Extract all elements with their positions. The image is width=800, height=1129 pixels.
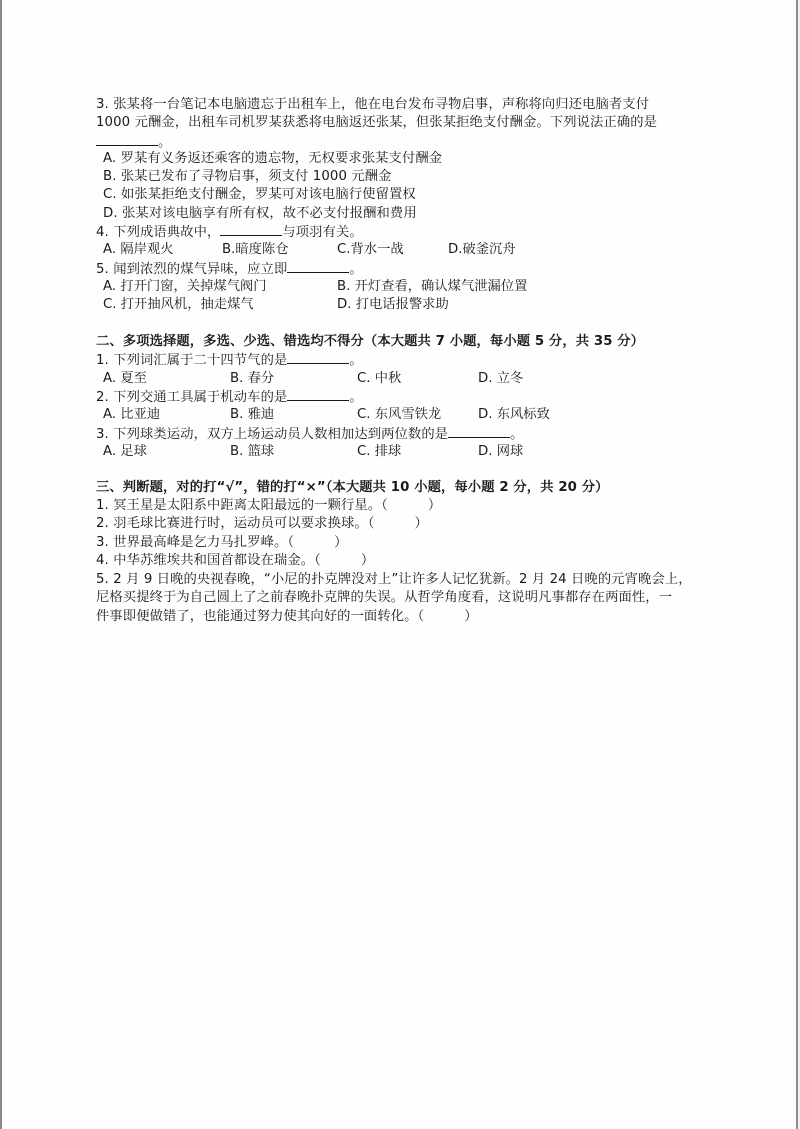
section-2-heading: 二、多项选择题，多选、少选、错选均不得分（本大题共 7 小题，每小题 5 分，共 35 分） — [96, 334, 645, 349]
s2-question-2-option-a: A. 比亚迪 — [103, 407, 161, 422]
question-4-prefix: 4. 下列成语典故中， — [96, 225, 221, 240]
s2-question-2-prefix: 2. 下列交通工具属于机动车的是 — [96, 390, 288, 405]
question-3-line-3 — [96, 133, 171, 151]
s2-question-3-option-c: C. 排球 — [357, 444, 402, 459]
s2-question-1-option-b: B. 春分 — [230, 371, 275, 386]
question-3-line-2: 1000 元酬金，出租车司机罗某获悉将电脑返还张某，但张某拒绝支付酬金。下列说法正确的是 — [96, 115, 658, 130]
s3-question-5-line-1: 5. 2 月 9 日晚的央视春晚，“小尼的扑克牌没对上”让许多人记忆犹新。2 月 24 日晚的元宵晚会上， — [96, 572, 692, 587]
s2-question-2-options — [0, 406, 800, 424]
s2-question-1-option-a: A. 夏至 — [103, 371, 147, 386]
s3-question-1 — [96, 497, 441, 515]
s2-question-2-stem — [96, 388, 363, 406]
question-5-option-a: A. 打开门窗，关掉煤气阀门 — [103, 279, 267, 294]
question-5-option-c: C. 打开抽风机，抽走煤气 — [103, 297, 254, 312]
question-3-option-d: D. 张某对该电脑享有所有权，故不必支付报酬和费用 — [103, 206, 417, 221]
answer-blank[interactable] — [287, 260, 349, 273]
question-3-option-b: B. 张某已发布了寻物启事，须支付 1000 元酬金 — [103, 169, 392, 184]
s3-question-2 — [96, 515, 428, 533]
s3-question-5-line-3 — [96, 608, 478, 626]
s3-question-1-text: 1. 冥王星是太阳系中距离太阳最远的一颗行星。（ — [96, 498, 388, 513]
s2-question-2-option-d: D. 东风标致 — [478, 407, 550, 422]
s2-question-3-option-b: B. 篮球 — [230, 444, 275, 459]
close-paren: ） — [464, 609, 478, 624]
s3-question-4 — [96, 552, 374, 570]
question-4-option-d: D.破釜沉舟 — [448, 242, 516, 257]
question-3-option-a: A. 罗某有义务返还乘客的遗忘物，无权要求张某支付酬金 — [103, 151, 443, 166]
s2-question-2-option-b: B. 雅迪 — [230, 407, 275, 422]
s2-question-1-option-d: D. 立冬 — [478, 371, 524, 386]
s2-question-2-option-c: C. 东风雪铁龙 — [357, 407, 442, 422]
close-paren: ） — [334, 535, 348, 550]
answer-blank[interactable] — [448, 425, 510, 438]
answer-blank[interactable] — [287, 388, 349, 401]
s2-question-3-options — [0, 443, 800, 461]
question-5-stem — [96, 260, 363, 278]
question-5-option-b: B. 开灯查看，确认煤气泄漏位置 — [337, 279, 528, 294]
s2-question-1-option-c: C. 中秋 — [357, 371, 402, 386]
s2-question-3-stem — [96, 425, 524, 443]
s3-question-3 — [96, 534, 348, 552]
question-3-option-c: C. 如张某拒绝支付酬金，罗某可对该电脑行使留置权 — [103, 187, 416, 202]
question-4-options — [0, 241, 800, 259]
question-4-option-a: A. 隔岸观火 — [103, 242, 174, 257]
s3-question-4-text: 4. 中华苏维埃共和国首都设在瑞金。（ — [96, 553, 321, 568]
close-paren: ） — [414, 516, 428, 531]
s2-question-1-suffix: 。 — [349, 353, 363, 368]
s2-question-1-prefix: 1. 下列词汇属于二十四节气的是 — [96, 353, 288, 368]
s2-question-3-option-a: A. 足球 — [103, 444, 147, 459]
question-4-option-c: C.背水一战 — [337, 242, 404, 257]
question-5-options-row-1 — [0, 278, 800, 296]
s2-question-3-suffix: 。 — [510, 427, 524, 442]
close-paren: ） — [427, 498, 442, 513]
s3-question-3-text: 3. 世界最高峰是乞力马扎罗峰。（ — [96, 535, 295, 550]
question-5-prefix: 5. 闻到浓烈的煤气异味，应立即 — [96, 262, 288, 277]
answer-blank[interactable] — [287, 351, 349, 364]
s3-question-2-text: 2. 羽毛球比赛进行时，运动员可以要求换球。（ — [96, 516, 375, 531]
answer-blank[interactable] — [220, 223, 282, 236]
s2-question-3-prefix: 3. 下列球类运动，双方上场运动员人数相加达到两位数的是 — [96, 427, 449, 442]
section-3-heading: 三、判断题，对的打“√”，错的打“×”（本大题共 10 小题，每小题 2 分，共 20 分） — [96, 480, 609, 495]
question-5-options-row-2 — [0, 296, 800, 314]
s3-question-5-line-2: 尼格买提终于为自己圆上了之前春晚扑克牌的失误。从哲学角度看，这说明凡事都存在两面性，一 — [96, 590, 673, 605]
question-4-option-b: B.暗度陈仓 — [222, 242, 289, 257]
s2-question-1-stem — [96, 351, 363, 369]
question-3-line-1: 3. 张某将一台笔记本电脑遗忘于出租车上，他在电台发布寻物启事，声称将向归还电脑者支付 — [96, 97, 650, 112]
s2-question-3-option-d: D. 网球 — [478, 444, 524, 459]
question-4-stem — [96, 223, 363, 241]
s2-question-1-options — [0, 370, 800, 388]
answer-blank[interactable] — [96, 133, 158, 146]
s3-question-5-text: 件事即便做错了，也能通过努力使其向好的一面转化。（ — [96, 609, 425, 624]
question-5-suffix: 。 — [349, 262, 363, 277]
close-paren: ） — [360, 553, 375, 568]
s2-question-2-suffix: 。 — [349, 390, 363, 405]
question-4-suffix: 与项羽有关。 — [282, 225, 363, 240]
page-left-border — [0, 0, 2, 1129]
question-5-option-d: D. 打电话报警求助 — [337, 297, 449, 312]
punctuation: 。 — [158, 135, 172, 150]
